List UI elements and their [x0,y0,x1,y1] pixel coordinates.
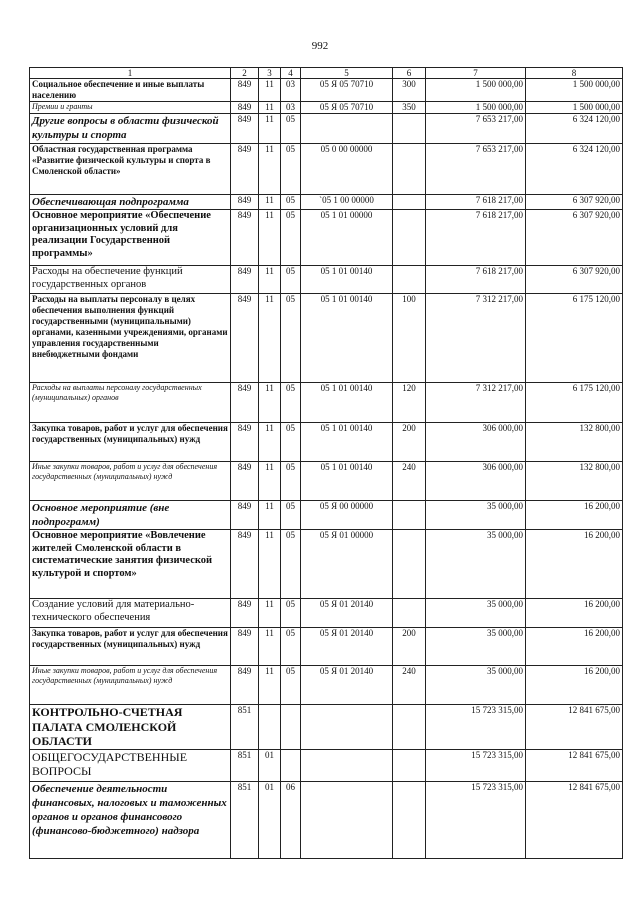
row-name-cell: Иные закупки товаров, работ и услуг для обеспечения государственных (муниципальных) нужд [30,666,231,705]
row-amount-cell: 12 841 675,00 [526,750,623,782]
table-row [30,144,623,195]
row-name-cell: Премии и гранты [30,102,231,114]
row-code-cell: 849 [231,666,259,705]
row-code-cell: 849 [231,114,259,144]
row-code-cell: 05 Я 00 00000 [301,501,393,530]
row-amount-cell: 1 500 000,00 [426,79,526,102]
page-number: 992 [311,40,329,52]
row-code-cell: 120 [393,383,426,423]
row-name-cell: Основное мероприятие (вне подпрограмм) [30,501,231,530]
row-name-cell: Расходы на выплаты персоналу государственных (муниципальных) органов [30,383,231,423]
table-row [30,210,623,266]
row-amount-cell: 16 200,00 [526,628,623,666]
row-amount-cell: 6 307 920,00 [526,195,623,210]
row-code-cell [393,705,426,750]
row-code-cell: 05 Я 01 00000 [301,530,393,599]
table-row [30,102,623,114]
row-code-cell: 05 [281,599,301,628]
row-code-cell: 05 [281,210,301,266]
row-code-cell: 05 [281,501,301,530]
row-amount-cell: 7 312 217,00 [426,294,526,383]
row-amount-cell: 6 175 120,00 [526,294,623,383]
row-code-cell: 849 [231,423,259,462]
row-code-cell: 05 0 00 00000 [301,144,393,195]
row-amount-cell: 132 800,00 [526,462,623,501]
row-amount-cell: 6 307 920,00 [526,210,623,266]
row-code-cell [259,705,281,750]
row-name-cell: Обеспечение деятельности финансовых, налоговых и таможенных органов и органов финансового (финансово-бюджетного) надзора [30,782,231,859]
row-code-cell [393,782,426,859]
row-code-cell: 11 [259,628,281,666]
table-row [30,782,623,859]
row-code-cell: 240 [393,462,426,501]
row-name-cell: Другие вопросы в области физической культуры и спорта [30,114,231,144]
row-name-cell: Основное мероприятие «Вовлечение жителей Смоленской области в систематические занятия физической культурой и спортом» [30,530,231,599]
row-amount-cell: 7 312 217,00 [426,383,526,423]
row-code-cell: 11 [259,501,281,530]
row-amount-cell: 35 000,00 [426,599,526,628]
row-amount-cell: 306 000,00 [426,423,526,462]
header-cell: 5 [301,68,393,79]
row-code-cell [281,750,301,782]
row-code-cell: 05 1 01 00140 [301,294,393,383]
row-code-cell: 11 [259,530,281,599]
row-code-cell: 05 [281,423,301,462]
row-code-cell: 851 [231,750,259,782]
row-code-cell: 300 [393,79,426,102]
row-amount-cell: 306 000,00 [426,462,526,501]
row-name-cell: Расходы на обеспечение функций государственных органов [30,266,231,294]
row-code-cell [393,144,426,195]
row-code-cell: 849 [231,79,259,102]
row-code-cell [393,114,426,144]
row-code-cell: 11 [259,383,281,423]
row-code-cell: 11 [259,114,281,144]
row-code-cell: 849 [231,102,259,114]
row-code-cell: 05 [281,530,301,599]
row-amount-cell: 16 200,00 [526,501,623,530]
row-amount-cell: 35 000,00 [426,628,526,666]
row-code-cell: 851 [231,705,259,750]
row-code-cell: 05 1 01 00140 [301,462,393,501]
header-cell: 1 [30,68,231,79]
table-row [30,294,623,383]
table-row [30,79,623,102]
row-code-cell: 05 [281,666,301,705]
row-code-cell: 849 [231,530,259,599]
row-code-cell: 350 [393,102,426,114]
row-code-cell: 05 1 01 00140 [301,266,393,294]
table-row [30,114,623,144]
row-amount-cell: 35 000,00 [426,501,526,530]
row-code-cell: 849 [231,462,259,501]
table-row [30,705,623,750]
row-name-cell: Иные закупки товаров, работ и услуг для обеспечения государственных (муниципальных) нужд [30,462,231,501]
row-name-cell: Областная государственная программа «Развитие физической культуры и спорта в Смоленской области» [30,144,231,195]
row-amount-cell: 12 841 675,00 [526,782,623,859]
row-amount-cell: 16 200,00 [526,599,623,628]
row-amount-cell: 132 800,00 [526,423,623,462]
row-code-cell [301,114,393,144]
row-code-cell: 05 [281,266,301,294]
row-amount-cell: 12 841 675,00 [526,705,623,750]
row-code-cell: 240 [393,666,426,705]
row-code-cell: 05 [281,294,301,383]
row-code-cell: 05 [281,144,301,195]
row-code-cell [301,750,393,782]
row-code-cell: 11 [259,423,281,462]
row-name-cell: Обеспечивающая подпрограмма [30,195,231,210]
row-code-cell [281,705,301,750]
table-row [30,266,623,294]
table-row [30,599,623,628]
row-code-cell: 03 [281,102,301,114]
table-row [30,423,623,462]
header-cell: 8 [526,68,623,79]
row-code-cell: 11 [259,294,281,383]
row-code-cell [393,599,426,628]
row-code-cell: 849 [231,383,259,423]
row-code-cell: 05 [281,383,301,423]
table-row [30,501,623,530]
row-name-cell: Социальное обеспечение и иные выплаты населению [30,79,231,102]
row-amount-cell: 7 618 217,00 [426,195,526,210]
header-cell: 2 [231,68,259,79]
row-code-cell: 05 1 01 00000 [301,210,393,266]
row-code-cell [393,210,426,266]
row-code-cell: 01 [259,782,281,859]
row-code-cell: 06 [281,782,301,859]
row-name-cell: Закупка товаров, работ и услуг для обеспечения государственных (муниципальных) нужд [30,628,231,666]
row-amount-cell: 6 324 120,00 [526,114,623,144]
row-code-cell: 01 [259,750,281,782]
row-code-cell: 05 [281,114,301,144]
budget-table [29,67,623,859]
table-header-row [30,68,623,79]
row-name-cell: Расходы на выплаты персоналу в целях обеспечения выполнения функций государственными (муниципальными) органами, казенными учреждениями, органами управления государственными внебюджетными фондами [30,294,231,383]
row-code-cell: 849 [231,501,259,530]
row-code-cell: `05 1 00 00000 [301,195,393,210]
row-code-cell [393,750,426,782]
table-row [30,666,623,705]
table-row [30,530,623,599]
row-amount-cell: 35 000,00 [426,666,526,705]
row-amount-cell: 6 324 120,00 [526,144,623,195]
row-code-cell: 851 [231,782,259,859]
row-code-cell: 11 [259,102,281,114]
row-code-cell: 849 [231,210,259,266]
row-code-cell: 849 [231,195,259,210]
table-row [30,462,623,501]
row-code-cell: 200 [393,423,426,462]
row-amount-cell: 1 500 000,00 [426,102,526,114]
row-code-cell: 11 [259,79,281,102]
row-code-cell: 11 [259,144,281,195]
table-row [30,628,623,666]
row-amount-cell: 6 175 120,00 [526,383,623,423]
row-code-cell [301,705,393,750]
row-code-cell: 05 1 01 00140 [301,383,393,423]
row-amount-cell: 16 200,00 [526,530,623,599]
row-code-cell [393,530,426,599]
row-code-cell: 05 Я 01 20140 [301,599,393,628]
header-cell: 7 [426,68,526,79]
row-code-cell: 05 [281,628,301,666]
row-code-cell: 05 Я 01 20140 [301,666,393,705]
row-code-cell: 11 [259,266,281,294]
row-amount-cell: 15 723 315,00 [426,750,526,782]
row-code-cell: 200 [393,628,426,666]
row-code-cell [393,266,426,294]
row-code-cell: 849 [231,266,259,294]
row-name-cell: КОНТРОЛЬНО-СЧЕТНАЯ ПАЛАТА СМОЛЕНСКОЙ ОБЛАСТИ [30,705,231,750]
row-amount-cell: 35 000,00 [426,530,526,599]
row-code-cell: 05 [281,462,301,501]
table-body [30,68,623,859]
table-row [30,750,623,782]
row-code-cell: 100 [393,294,426,383]
row-code-cell: 05 Я 05 70710 [301,102,393,114]
row-amount-cell: 7 618 217,00 [426,266,526,294]
row-code-cell: 849 [231,144,259,195]
row-code-cell: 849 [231,628,259,666]
table-row [30,195,623,210]
row-code-cell: 11 [259,666,281,705]
row-code-cell: 05 Я 01 20140 [301,628,393,666]
header-cell: 3 [259,68,281,79]
row-code-cell: 11 [259,599,281,628]
header-cell: 6 [393,68,426,79]
row-code-cell: 11 [259,195,281,210]
row-code-cell: 11 [259,210,281,266]
row-amount-cell: 7 653 217,00 [426,114,526,144]
row-code-cell: 11 [259,462,281,501]
row-name-cell: Создание условий для материально-технического обеспечения [30,599,231,628]
row-name-cell: Закупка товаров, работ и услуг для обеспечения государственных (муниципальных) нужд [30,423,231,462]
row-amount-cell: 16 200,00 [526,666,623,705]
row-code-cell [301,782,393,859]
row-code-cell [393,195,426,210]
row-name-cell: ОБЩЕГОСУДАРСТВЕННЫЕ ВОПРОСЫ [30,750,231,782]
row-name-cell: Основное мероприятие «Обеспечение организационных условий для реализации Государственной программы» [30,210,231,266]
row-code-cell: 05 [281,195,301,210]
row-amount-cell: 15 723 315,00 [426,782,526,859]
row-code-cell: 849 [231,294,259,383]
row-code-cell: 05 Я 05 70710 [301,79,393,102]
row-code-cell: 03 [281,79,301,102]
row-amount-cell: 7 653 217,00 [426,144,526,195]
row-code-cell: 05 1 01 00140 [301,423,393,462]
row-code-cell [393,501,426,530]
table-row [30,383,623,423]
row-amount-cell: 1 500 000,00 [526,79,623,102]
row-code-cell: 849 [231,599,259,628]
row-amount-cell: 1 500 000,00 [526,102,623,114]
row-amount-cell: 15 723 315,00 [426,705,526,750]
header-cell: 4 [281,68,301,79]
row-amount-cell: 6 307 920,00 [526,266,623,294]
row-amount-cell: 7 618 217,00 [426,210,526,266]
